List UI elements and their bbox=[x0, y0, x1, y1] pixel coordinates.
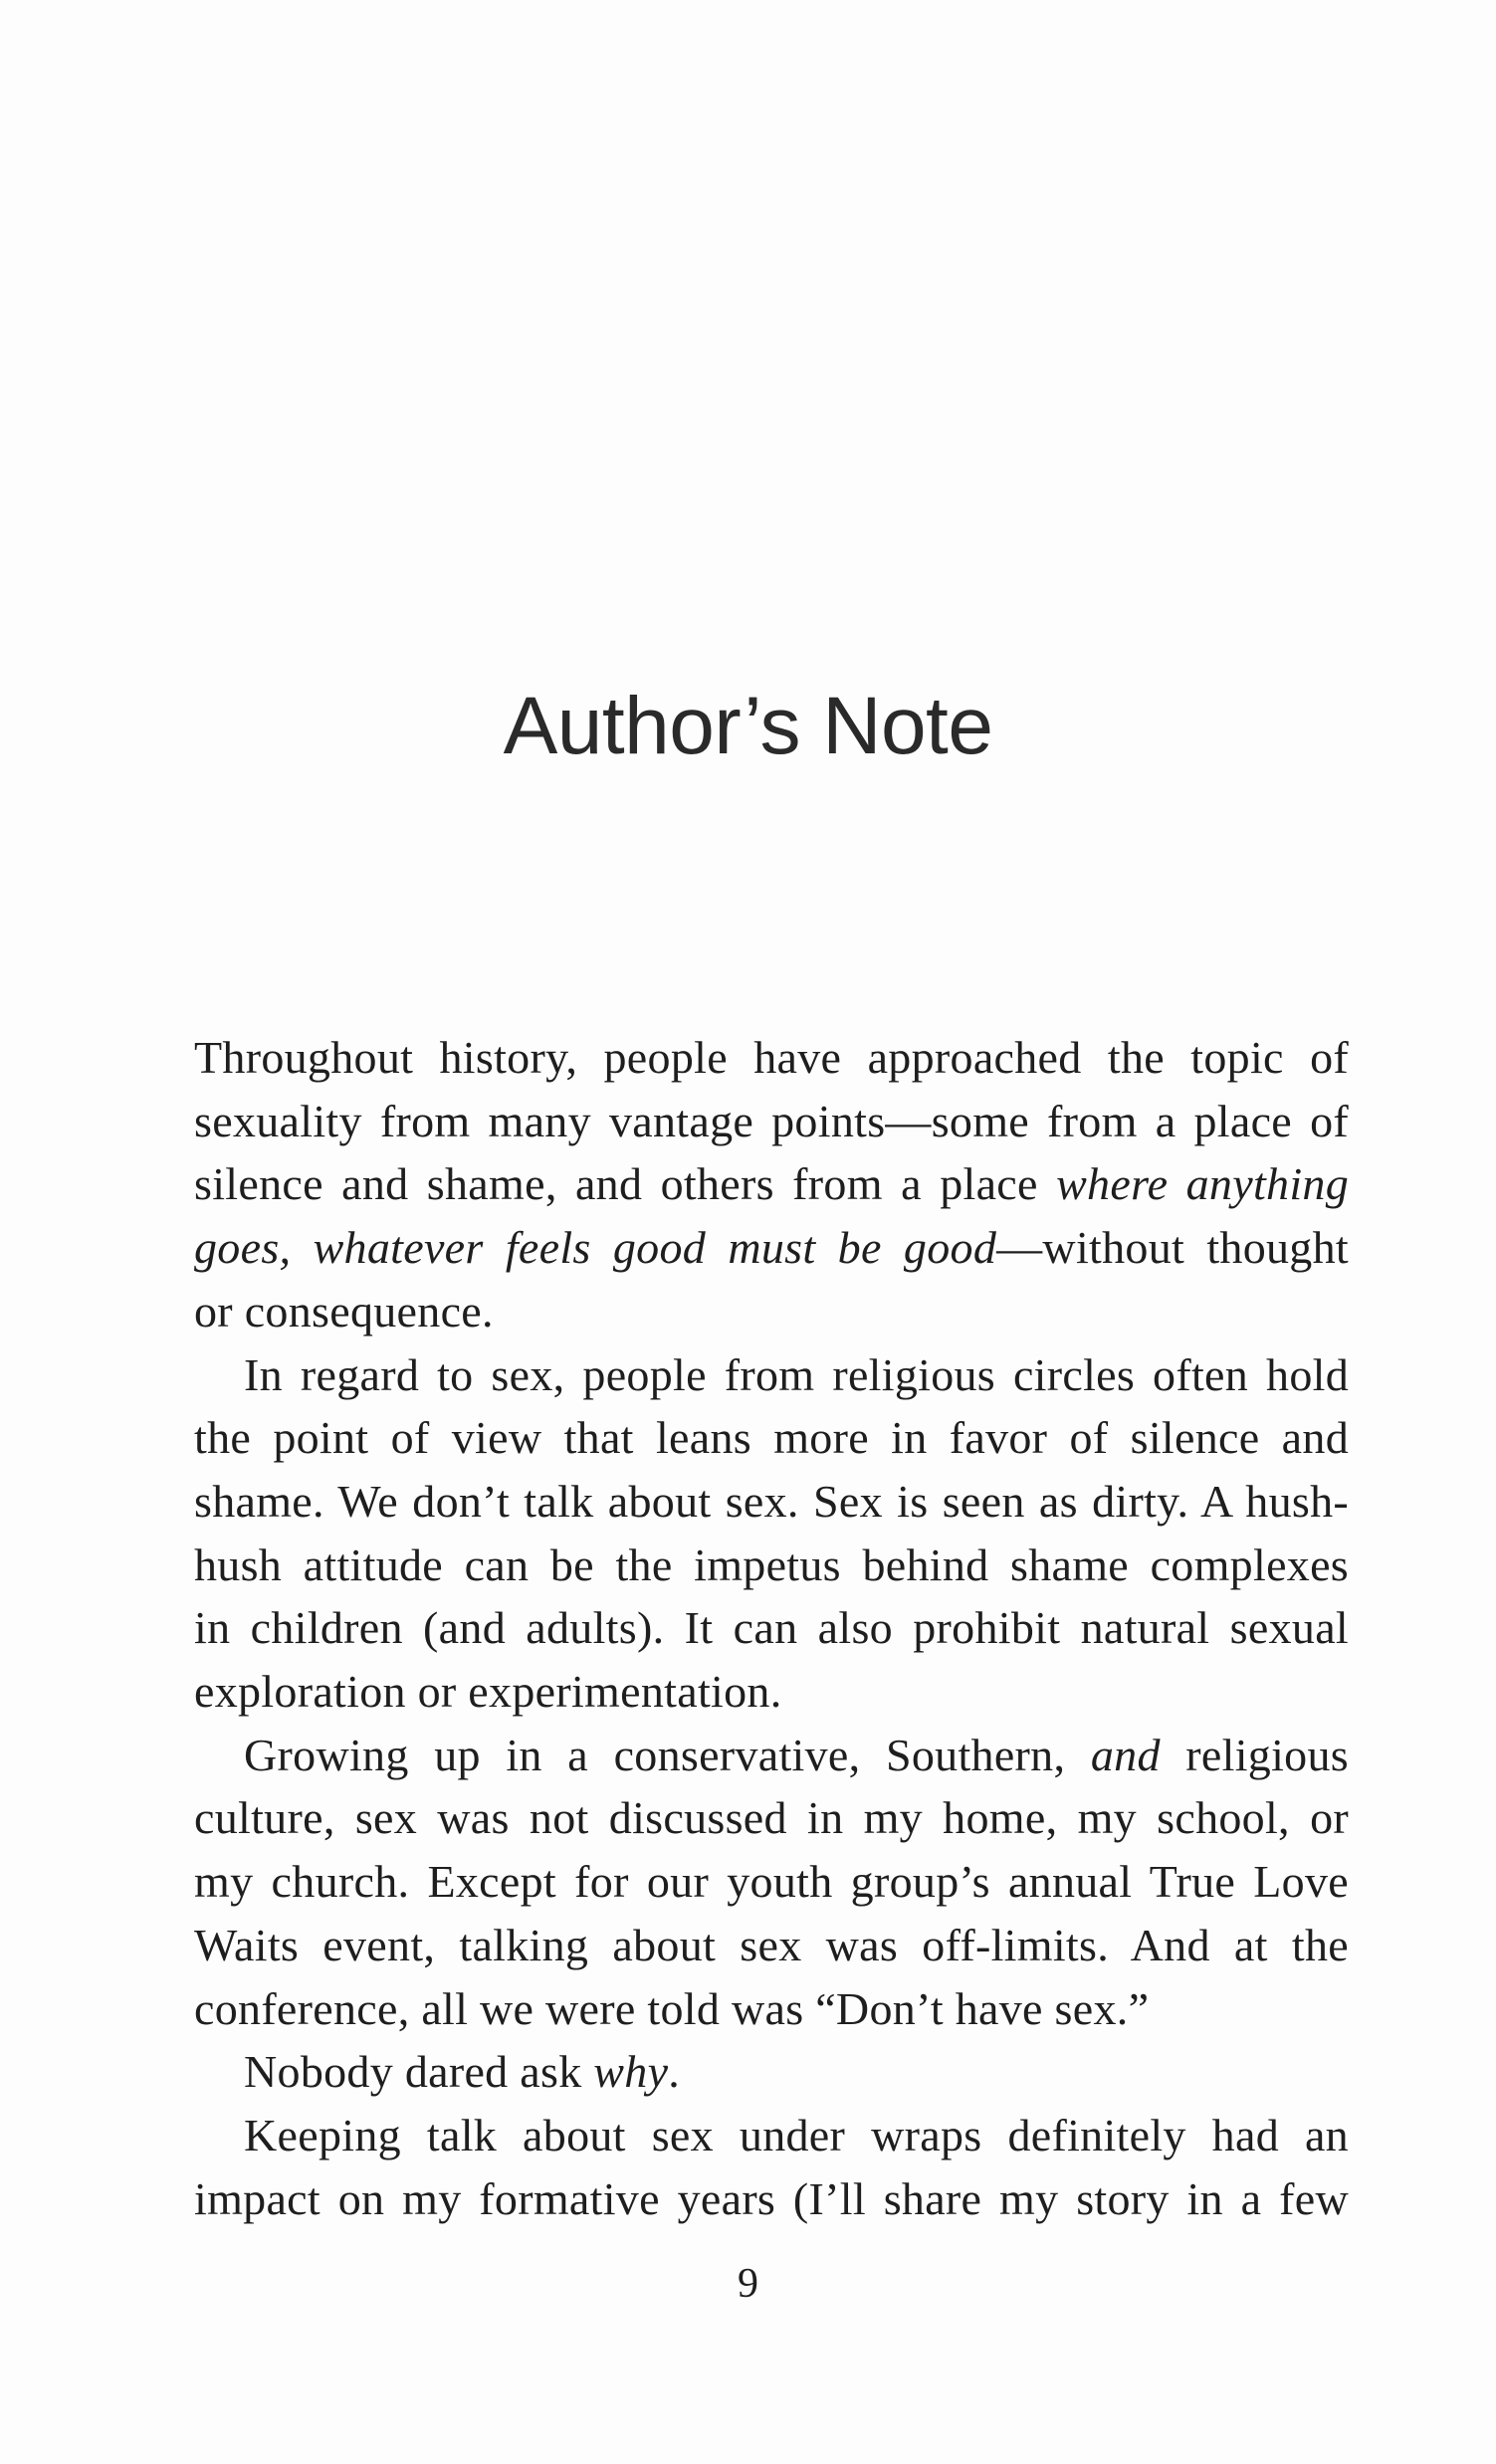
text-line: Throughout history, people have approached the topic of bbox=[194, 1032, 1349, 1083]
text-run: Nobody dared ask bbox=[244, 2046, 594, 2098]
text-line bbox=[194, 1152, 1349, 1216]
text-line: my church. Except for our youth group’s annual True Love bbox=[194, 1856, 1349, 1908]
text-line: In regard to sex, people from religious circles often hold bbox=[244, 1348, 1349, 1400]
text-line: conference, all we were told was “Don’t have sex.” bbox=[194, 1982, 1150, 2034]
paragraph-4 bbox=[194, 2040, 1349, 2104]
text-line bbox=[194, 2040, 1349, 2104]
text-line: exploration or experimentation. bbox=[194, 1666, 782, 1718]
text-run: religious bbox=[1160, 1729, 1349, 1780]
paragraph-5 bbox=[194, 2104, 1349, 2230]
italic-run: why bbox=[593, 2046, 669, 2098]
text-line: in children (and adults). It can also prohibit natural sexual bbox=[194, 1602, 1349, 1654]
text-run: . bbox=[668, 2046, 681, 2098]
page-number: 9 bbox=[738, 2261, 758, 2307]
text-line bbox=[194, 1216, 1349, 1280]
body-text bbox=[194, 1026, 1349, 2230]
text-line: sexuality from many vantage points—some from a place of bbox=[194, 1095, 1349, 1146]
italic-run: and bbox=[1090, 1729, 1161, 1780]
text-line: hush attitude can be the impetus behind shame complexes bbox=[194, 1539, 1349, 1590]
italic-run: where anything bbox=[1056, 1158, 1350, 1210]
text-run: —without thought bbox=[996, 1222, 1349, 1274]
paragraph-2 bbox=[194, 1343, 1349, 1724]
paragraph-3 bbox=[194, 1724, 1349, 2041]
italic-run: goes, whatever feels good must be good bbox=[194, 1222, 997, 1274]
text-line: or consequence. bbox=[194, 1285, 494, 1336]
text-line: impact on my formative years (I’ll share my story in a few bbox=[194, 2172, 1349, 2224]
text-line bbox=[194, 1724, 1349, 1787]
text-line: shame. We don’t talk about sex. Sex is seen as dirty. A hush- bbox=[194, 1475, 1349, 1527]
text-line: Waits event, talking about sex was off-limits. And at the bbox=[194, 1919, 1349, 1970]
paragraph-1 bbox=[194, 1026, 1349, 1343]
chapter-title: Author’s Note bbox=[503, 681, 993, 771]
text-line: the point of view that leans more in favor of silence and bbox=[194, 1412, 1349, 1464]
text-run: silence and shame, and others from a place bbox=[194, 1158, 1057, 1210]
text-line: Keeping talk about sex under wraps definitely had an bbox=[244, 2109, 1349, 2160]
text-run: Growing up in a conservative, Southern, bbox=[244, 1729, 1091, 1780]
text-line: culture, sex was not discussed in my home, my school, or bbox=[194, 1792, 1349, 1844]
